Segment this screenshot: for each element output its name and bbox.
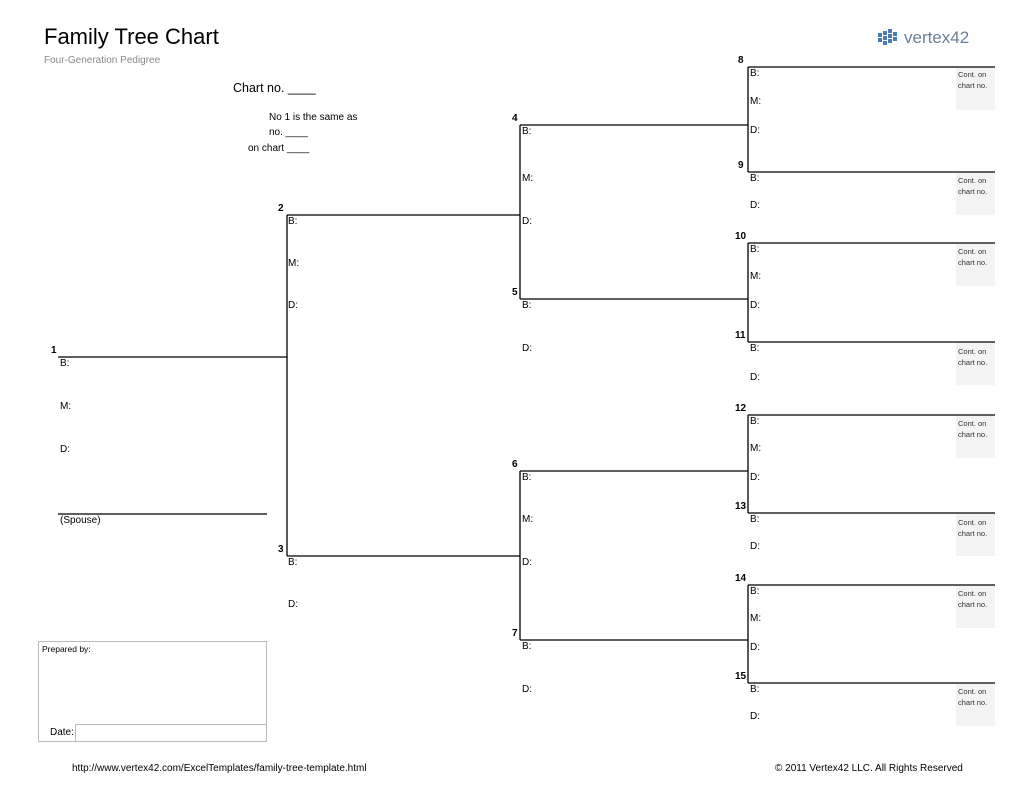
- p15-cont-line1: Cont. on: [958, 687, 987, 696]
- p6-married-label: M:: [522, 514, 534, 525]
- p14-cont-line1: Cont. on: [958, 589, 987, 598]
- p9-born-label: B:: [750, 173, 760, 184]
- prepared-by-label: Prepared by:: [42, 644, 91, 654]
- p15-died-label: D:: [750, 711, 760, 722]
- footer-url[interactable]: http://www.vertex42.com/ExcelTemplates/family-tree-template.html: [72, 763, 367, 774]
- person-number-12: 12: [735, 403, 747, 414]
- p11-cont-line1: Cont. on: [958, 347, 987, 356]
- p14-married-label: M:: [750, 613, 762, 624]
- p8-born-label: B:: [750, 68, 760, 79]
- person-number-5: 5: [512, 287, 518, 298]
- p2-born-label: B:: [288, 216, 298, 227]
- p6-born-label: B:: [522, 472, 532, 483]
- person-number-11: 11: [735, 330, 746, 341]
- svg-text:vertex42: vertex42: [904, 28, 970, 47]
- p12-cont-line1: Cont. on: [958, 419, 987, 428]
- p6-died-label: D:: [522, 557, 532, 568]
- chart-number-label: Chart no. ____: [233, 81, 316, 95]
- p1-born-label: B:: [60, 358, 70, 369]
- person-number-7: 7: [512, 628, 518, 639]
- page-subtitle: Four-Generation Pedigree: [44, 55, 161, 66]
- p4-died-label: D:: [522, 216, 532, 227]
- p4-married-label: M:: [522, 173, 534, 184]
- person-number-4: 4: [512, 113, 518, 124]
- p11-born-label: B:: [750, 343, 760, 354]
- p8-married-label: M:: [750, 96, 762, 107]
- same-as-label: No 1 is the same as: [269, 112, 358, 123]
- p2-died-label: D:: [288, 300, 298, 311]
- person-number-1: 1: [51, 345, 57, 356]
- p8-died-label: D:: [750, 125, 760, 136]
- p5-born-label: B:: [522, 300, 532, 311]
- p9-cont-line2: chart no.: [958, 187, 988, 196]
- p3-born-label: B:: [288, 557, 298, 568]
- p14-cont-line2: chart no.: [958, 600, 988, 609]
- p10-cont-line2: chart no.: [958, 258, 988, 267]
- p15-cont-line2: chart no.: [958, 698, 988, 707]
- p13-died-label: D:: [750, 541, 760, 552]
- p10-died-label: D:: [750, 300, 760, 311]
- person-number-9: 9: [738, 160, 744, 171]
- p4-born-label: B:: [522, 126, 532, 137]
- p12-married-label: M:: [750, 443, 762, 454]
- person-number-8: 8: [738, 55, 744, 66]
- person-number-14: 14: [735, 573, 747, 584]
- p1-married-label: M:: [60, 401, 72, 412]
- footer-copyright: © 2011 Vertex42 LLC. All Rights Reserved: [775, 763, 963, 774]
- p10-married-label: M:: [750, 271, 762, 282]
- p7-died-label: D:: [522, 684, 532, 695]
- p7-born-label: B:: [522, 641, 532, 652]
- p11-cont-line2: chart no.: [958, 358, 988, 367]
- p9-died-label: D:: [750, 200, 760, 211]
- p15-born-label: B:: [750, 684, 760, 695]
- p14-died-label: D:: [750, 642, 760, 653]
- p10-born-label: B:: [750, 244, 760, 255]
- p2-married-label: M:: [288, 258, 300, 269]
- p12-cont-line2: chart no.: [958, 430, 988, 439]
- same-as-on-chart-label: on chart ____: [248, 143, 310, 154]
- p13-cont-line2: chart no.: [958, 529, 988, 538]
- p5-died-label: D:: [522, 343, 532, 354]
- date-field[interactable]: [75, 724, 267, 742]
- p1-died-label: D:: [60, 444, 70, 455]
- person-number-15: 15: [735, 671, 747, 682]
- p14-born-label: B:: [750, 586, 760, 597]
- person-number-2: 2: [278, 203, 284, 214]
- p8-cont-line2: chart no.: [958, 81, 988, 90]
- p3-died-label: D:: [288, 599, 298, 610]
- date-label: Date:: [50, 727, 74, 738]
- p10-cont-line1: Cont. on: [958, 247, 987, 256]
- p8-cont-line1: Cont. on: [958, 70, 987, 79]
- page-title: Family Tree Chart: [44, 24, 219, 49]
- p9-cont-line1: Cont. on: [958, 176, 987, 185]
- p13-cont-line1: Cont. on: [958, 518, 987, 527]
- p13-born-label: B:: [750, 514, 760, 525]
- p11-died-label: D:: [750, 372, 760, 383]
- person-number-13: 13: [735, 501, 747, 512]
- person-number-3: 3: [278, 544, 284, 555]
- person-number-6: 6: [512, 459, 518, 470]
- p12-died-label: D:: [750, 472, 760, 483]
- spouse-label: (Spouse): [60, 515, 101, 526]
- person-number-10: 10: [735, 231, 747, 242]
- p12-born-label: B:: [750, 416, 760, 427]
- same-as-no-label: no. ____: [269, 127, 308, 138]
